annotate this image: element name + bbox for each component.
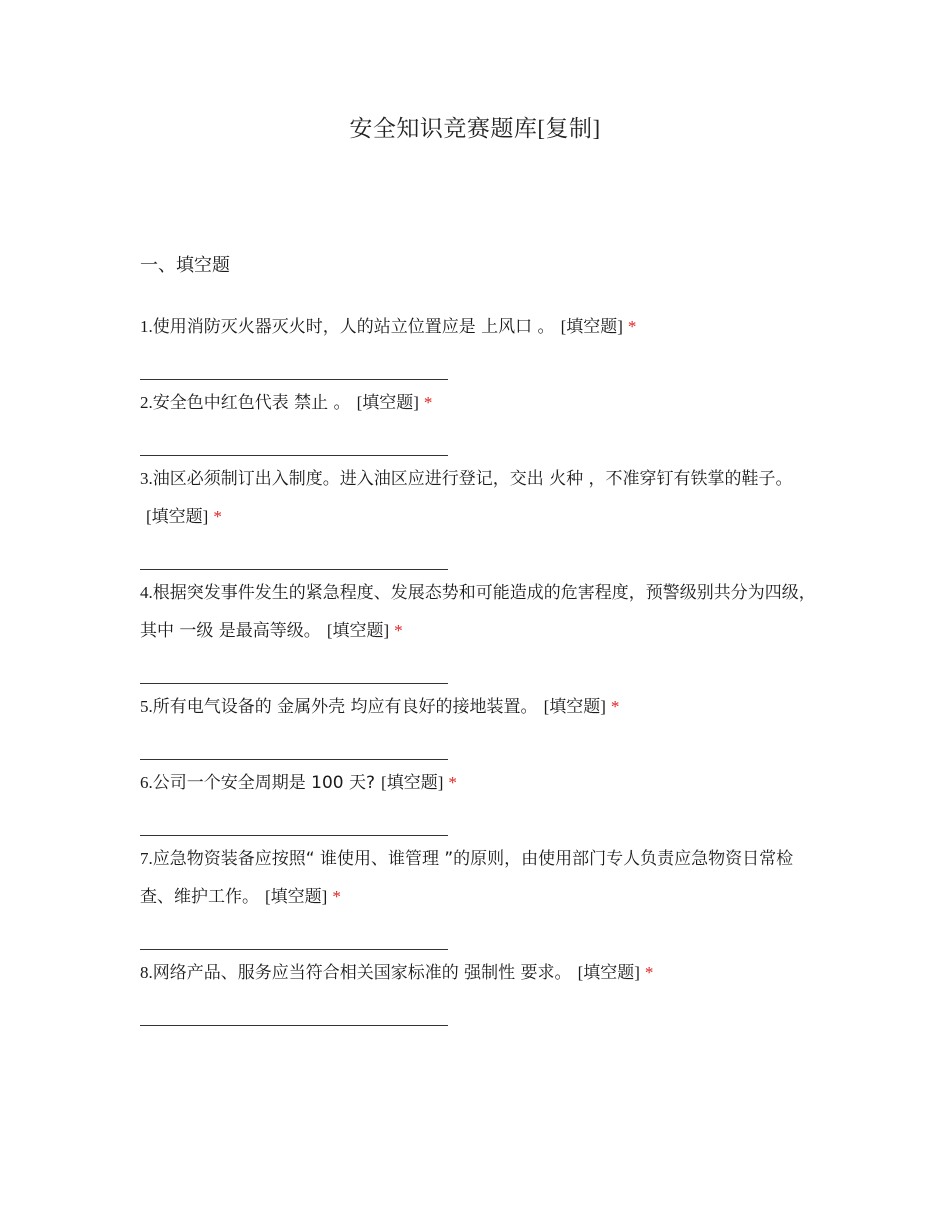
answer-input-5[interactable] <box>140 718 448 760</box>
required-mark: * <box>610 697 620 716</box>
question-number: 7. <box>140 849 153 868</box>
question-number: 6. <box>140 773 153 792</box>
answer-input-1[interactable] <box>140 338 448 380</box>
question-2 <box>140 384 820 460</box>
question-type-tag: [填空题] <box>577 963 640 982</box>
answer-input-7[interactable] <box>140 908 448 950</box>
question-body: 公司一个安全周期是 100 天? <box>152 773 376 793</box>
question-body: 应急物资装备应按照“ 谁使用、谁管理 ”的原则，由使用部门专人负责应急物资日常检查、维护工作。 <box>140 849 794 907</box>
question-number: 2. <box>140 393 153 412</box>
question-body: 油区必须制订出入制度。进入油区应进行登记，交出 火种 ，不准穿钉有铁掌的鞋子。 <box>152 469 793 489</box>
question-body: 所有电气设备的 金属外壳 均应有良好的接地装置。 <box>152 697 538 717</box>
question-type-tag: [填空题] <box>356 393 419 412</box>
question-number: 5. <box>140 697 153 716</box>
question-number: 8. <box>140 963 153 982</box>
question-5 <box>140 688 820 764</box>
question-type-tag: [填空题] <box>381 773 444 792</box>
section-heading: 一、填空题 <box>140 255 230 276</box>
required-mark: * <box>213 507 222 526</box>
question-3 <box>140 460 820 574</box>
question-type-tag: [填空题] <box>146 507 209 526</box>
answer-input-6[interactable] <box>140 794 448 836</box>
question-text <box>140 460 820 536</box>
required-mark: * <box>423 393 433 412</box>
question-type-tag: [填空题] <box>326 621 390 640</box>
question-6 <box>140 764 820 840</box>
question-number: 1. <box>140 317 153 336</box>
page-title: 安全知识竞赛题库[复制] <box>349 116 601 141</box>
answer-input-4[interactable] <box>140 642 448 684</box>
question-number: 4. <box>140 583 153 602</box>
question-7 <box>140 840 820 954</box>
answer-input-8[interactable] <box>140 984 448 1026</box>
question-1 <box>140 308 820 384</box>
question-type-tag: [填空题] <box>560 317 623 336</box>
question-type-tag: [填空题] <box>265 887 328 906</box>
question-body: 网络产品、服务应当符合相关国家标准的 强制性 要求。 <box>152 963 572 983</box>
question-list <box>140 308 820 1030</box>
required-mark: * <box>448 773 457 792</box>
question-text <box>140 840 820 916</box>
question-4 <box>140 574 820 688</box>
question-text <box>140 574 820 650</box>
question-number: 3. <box>140 469 153 488</box>
question-body: 安全色中红色代表 禁止 。 <box>152 393 351 413</box>
required-mark: * <box>394 621 403 640</box>
required-mark: * <box>644 963 654 982</box>
answer-input-3[interactable] <box>140 528 448 570</box>
required-mark: * <box>627 317 637 336</box>
question-body: 根据突发事件发生的紧急程度、发展态势和可能造成的危害程度，预警级别共分为四级，其中 一级 是最高等级。 <box>140 583 816 641</box>
question-body: 使用消防灭火器灭火时，人的站立位置应是 上风口 。 <box>152 317 555 337</box>
question-type-tag: [填空题] <box>543 697 606 716</box>
required-mark: * <box>332 887 341 906</box>
answer-input-2[interactable] <box>140 414 448 456</box>
question-8 <box>140 954 820 1030</box>
